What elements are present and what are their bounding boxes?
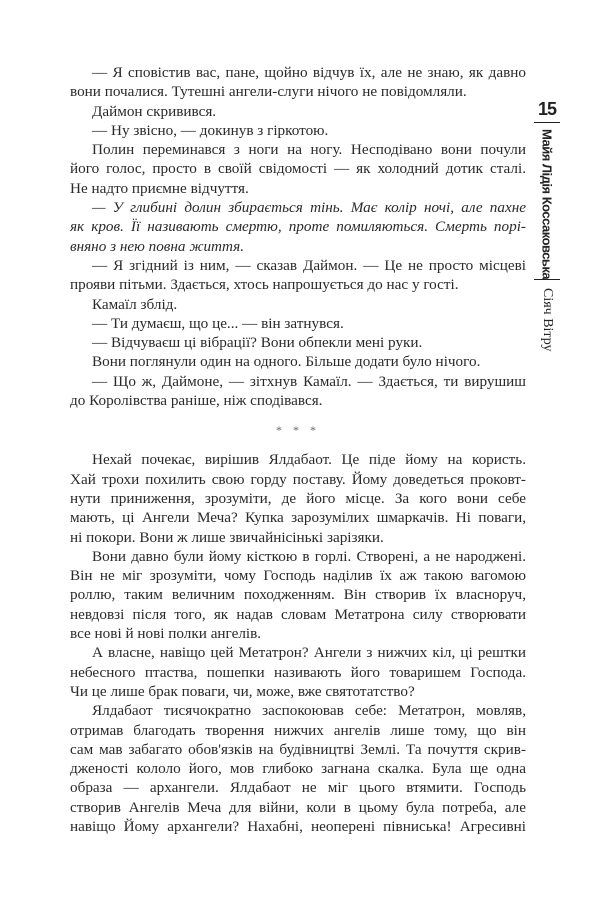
text-line: прояви пітьми. Здається, хтось напрошується до нас у гості.	[70, 276, 459, 294]
text-line: — У глибині долин збирається тінь. Має колір ночі, але пахне	[92, 199, 526, 217]
divider	[534, 279, 560, 280]
text-line: образа — архангели. Ялдабаот не міг цього втямити. Господь	[70, 779, 526, 797]
text-line: його голос, просто в своїй свідомості — як холодний дотик сталі.	[70, 160, 526, 178]
text-line: вняно з нею повна життя.	[70, 237, 245, 255]
text-line: отримав благодать творення нижчих ангелів лише тому, що він	[70, 721, 526, 739]
book-title: Сіяч Вітру	[540, 288, 555, 352]
text-line: невдовзі після того, як надав словам Метатрона силу створювати	[70, 605, 526, 623]
text-line: мають, ці Ангели Меча? Купка зарозумілих шмаркачів. Ні поваги,	[70, 509, 526, 527]
text-line: — Що ж, Даймоне, — зітхнув Камаїл. — Здається, ти вирушиш	[92, 372, 526, 390]
divider	[534, 122, 560, 123]
text-line: роллю, таким величним походженням. Він створив їх власноруч,	[70, 586, 526, 604]
text-line: Камаїл зблід.	[92, 295, 178, 313]
text-line: сам мав забагато обов'язків на будівництві Землі. Та почуття скрив-	[70, 740, 526, 758]
text-line: — Ти думаєш, що це... — він затнувся.	[92, 314, 344, 332]
body-text	[70, 63, 526, 836]
text-line: Хай трохи похилить свою горду поставу. Йому доведеться проковт-	[70, 470, 526, 488]
text-line: Вони поглянули один на одного. Більше додати було нічого.	[92, 353, 481, 371]
text-line: створив Ангелів Меча для війни, коли в цьому була потреба, але	[70, 798, 526, 816]
section-2	[70, 450, 526, 836]
section-separator: * * *	[276, 423, 320, 438]
text-line: Чи це лише брак поваги, чи, може, вже святотатство?	[70, 682, 415, 700]
section-1	[70, 63, 526, 410]
running-header	[532, 96, 562, 352]
text-line: — Відчуваєш ці вібрації? Вони обпекли мені руки.	[92, 334, 423, 352]
text-line: — Я згідний із ним, — сказав Даймон. — Це не просто місцеві	[92, 256, 526, 274]
text-line: А власне, навіщо цей Метатрон? Ангели з нижчих кіл, ці рештки	[92, 644, 526, 662]
text-line: Ялдабаот тисячократно заспокоював себе: Метатрон, мовляв,	[92, 702, 526, 720]
text-line: дженості кололо його, мов глибоко загнана скалка. Була ще одна	[70, 760, 526, 778]
text-line: Він не міг зрозуміти, чому Господь наділив їх аж такою вагомою	[70, 567, 526, 585]
text-line: навіщо Йому архангели? Нахабні, неоперені півниська! Агресивні	[70, 817, 526, 835]
text-line: нути приниження, зрозуміти, де його місце. За кого вони себе	[70, 489, 526, 507]
text-line: ні покори. Вони ж лише звичайнісінькі зарізяки.	[70, 528, 384, 546]
text-line: вони почалися. Тутешні ангели-слуги нічого не повідомляли.	[70, 83, 467, 101]
text-line: Не надто приємне відчуття.	[70, 179, 249, 197]
author-name: Майя Лідія Коссаковська	[539, 129, 555, 280]
page-number: 15	[537, 99, 557, 119]
text-line: як кров. Її називають смертю, проте помиляються. Смерть порі-	[70, 218, 526, 236]
text-line: все нові й нові полки ангелів.	[70, 625, 262, 643]
text-line: Даймон скривився.	[92, 102, 217, 120]
text-line: до Королівства раніше, ніж сподівався.	[70, 392, 323, 410]
text-line: — Ну звісно, — докинув з гіркотою.	[92, 121, 329, 139]
text-line: Полин переминався з ноги на ногу. Несподівано вони почули	[92, 141, 526, 159]
text-line: небесного птаства, пошепки називають його товаришем Господа.	[70, 663, 526, 681]
text-line: Вони давно були йому кісткою в горлі. Створені, а не народжені.	[92, 547, 526, 565]
text-line: Нехай почекає, вирішив Ялдабаот. Це піде йому на користь.	[92, 451, 526, 469]
text-line: — Я сповістив вас, пане, щойно відчув їх, але не знаю, як давно	[92, 64, 526, 81]
